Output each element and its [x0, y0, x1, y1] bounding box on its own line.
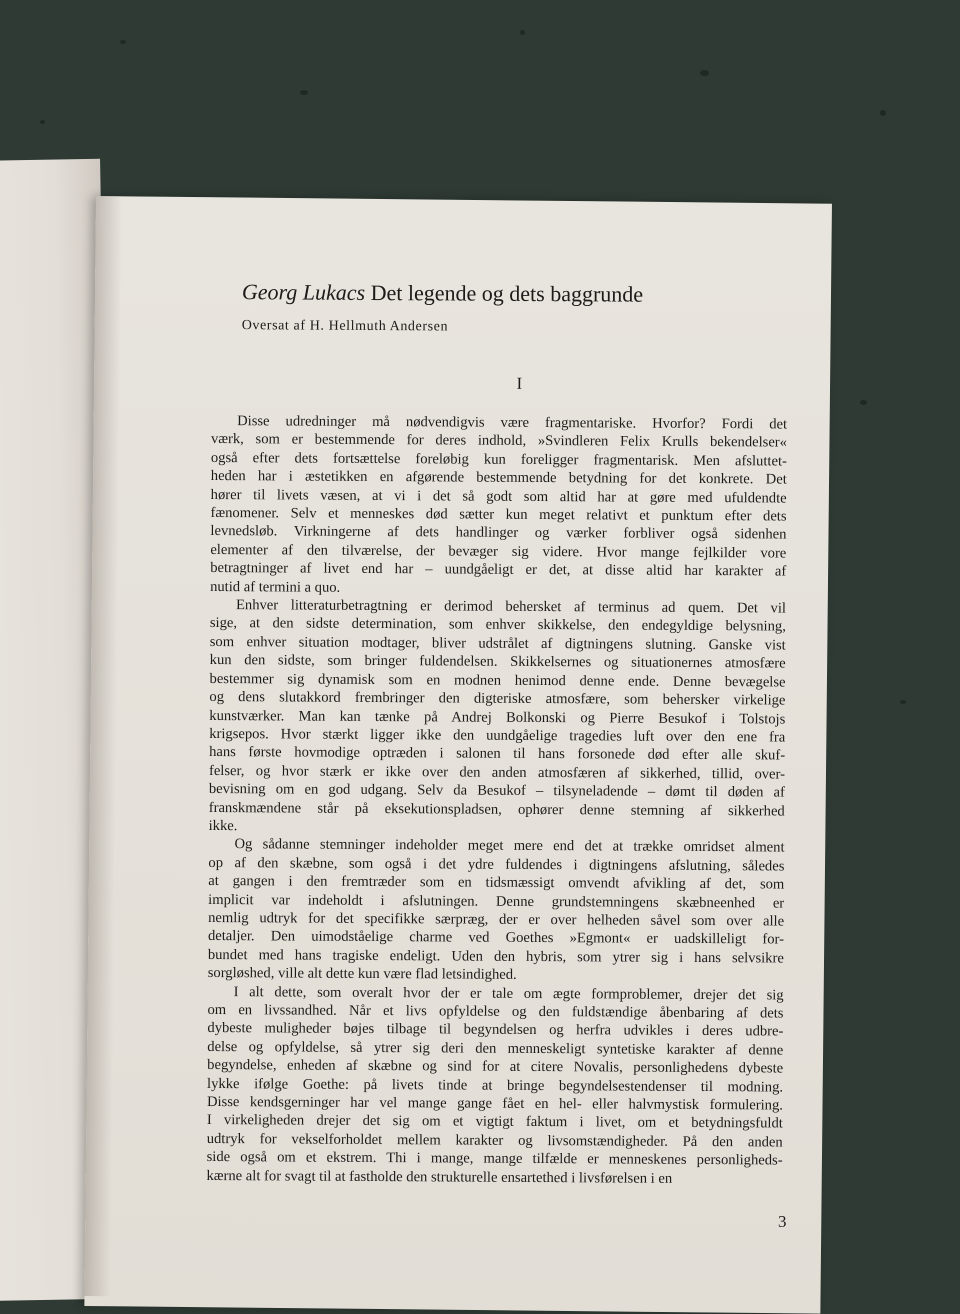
paragraph: [208, 835, 785, 986]
text-line: udtryk for vekselforholdet mellem karakter og livsomstændigheder. På den anden: [206, 1130, 783, 1151]
text-line: kunstværker. Man kan tænke på Andrej Bolkonski og Pierre Besukof i Tolstojs: [209, 707, 786, 728]
article-author: Georg Lukacs: [241, 279, 366, 305]
text-line: og dens slutakkord frembringer den digteriske atmosfære, som behersker virkelige: [209, 689, 786, 709]
text-line: delse og opfyldelse, så ytrer sig deri den menneskeligt syntetiske karakter af denne: [207, 1038, 784, 1059]
text-line: I virkeligheden drejer det sig om et vigtigt faktum i livet, om et betydningsfuldt: [206, 1112, 783, 1132]
text-line: betragtninger af livet end har – uundgåeligt er det, at disse altid har karakter af: [210, 560, 787, 580]
text-line: hans første hovmodige optræden i salonen til hans forsonede død efter alle skuf-: [209, 744, 786, 764]
page-number: 3: [778, 1212, 787, 1231]
text-line: kærne alt for svagt til at fastholde den strukturelle ensartethed i livsførelsen i en: [206, 1167, 673, 1187]
text-line: implicit var indeholdt i afslutningen. Denne grundstemningens skæbneenhed er: [208, 891, 785, 912]
paragraph: [210, 412, 787, 600]
text-line: nemlig udtryk for det specifikke særpræg, der er over helheden såvel som over alle: [208, 909, 785, 930]
text-line: værk, som er bestemmende for deres indhold, »Svindleren Felix Krulls bekendelser«: [210, 431, 788, 451]
text-line: om en livssandhed. Når et livs opfyldelse og den fuldstændige åbenbaring af dets: [207, 1001, 784, 1022]
text-line: side også om et ekstrem. Thi i mange, mange tilfælde er menneskenes personligheds-: [206, 1149, 783, 1169]
article-body: [206, 412, 787, 1189]
text-line: franskmændene står på eksekutionspladsen, ophører denne stemning af sikkerhed: [208, 799, 785, 820]
text-line: heden har i æstetikken en afgørende bestemmende betydning for det konkrete. Det: [210, 468, 787, 488]
text-line: sorgløshed, ville alt dette kun være flad letsindighed.: [207, 965, 517, 984]
article-title: Det legende og dets baggrunde: [370, 279, 644, 307]
text-line: bundet med hans tragiske endeligt. Uden den hybris, som ytrer sig i hans selvsikre: [207, 946, 784, 967]
text-line: sige, at den sidste determination, som enhver skikkelse, den endegyldige belysning,: [209, 615, 786, 635]
text-line: I alt dette, som overalt hvor der er tale om ægte formproblemer, drejer det sig: [233, 983, 784, 1004]
section-number: I: [516, 373, 523, 393]
text-line: begyndelse, enheden af skæbne og sind for at citere Novalis, personlighedens dybeste: [207, 1057, 784, 1077]
text-line: krigsepos. Hvor stærkt ligger ikke den uundgåelige tragedies luft over den ene fra: [209, 725, 786, 746]
article-heading: [242, 278, 788, 309]
text-line: dybeste muligheder bøjes tilbage til begyndelsen og herfra udvikles i deres udbre-: [207, 1020, 784, 1040]
text-line: elementer af den tilværelse, der bevæger sig videre. Hvor mange fejlkilder vore: [210, 541, 787, 562]
text-line: Disse kendsgerninger har vel mange gange fået en hel- eller halvmystisk formulering.: [206, 1094, 784, 1114]
text-line: detaljer. Den uimodståelige charme ved Goethes »Egmont« er uadskilleligt for-: [207, 928, 785, 948]
text-line: at gangen i den fremtræder som en tidsmæssigt omvendt afvikling af det, som: [208, 873, 785, 893]
text-line: bestemmer sig dynamisk som en modnen henimod denne ende. Denne bevægelse: [209, 670, 786, 691]
text-line: hører til livets væsen, at vi i det så godt som altid har at gøre med ufuldendte: [210, 486, 787, 507]
text-line: som enhver situation modtager, bliver udstrålet af digtningens slutning. Ganske vist: [209, 633, 786, 654]
text-line: Og sådanne stemninger indeholder meget mere end det at trække omridset alment: [234, 836, 785, 856]
paragraph: [209, 596, 786, 839]
text-line: også efter dets fortsættelse foreløbig kun foreligger fragmentarisk. Men afsluttet-: [210, 449, 787, 470]
text-line: felser, og hvor stærk er ikke over den anden atmosfæren af sikkerhed, tillid, over-: [208, 762, 786, 783]
text-line: fænomener. Selv et menneskes død sætter kun meget relativt et punktum efter dets: [210, 505, 787, 525]
text-line: kun den sidste, som bringer fuldendelsen. Skikkelsernes og situationernes atmosfære: [209, 652, 786, 672]
article-content: [206, 278, 788, 1189]
text-line: levnedsløb. Virkningerne af dets handlinger og værker forbliver også sidenhen: [210, 523, 787, 543]
paragraph: [206, 983, 783, 1189]
text-line: ikke.: [208, 817, 238, 835]
text-line: bevisning om en god udgang. Selv da Besukof – tilsyneladende – dømt til døden af: [208, 781, 785, 801]
text-line: Disse udredninger må nødvendigvis være fragmentariske. Hvorfor? Fordi det: [237, 413, 788, 433]
text-line: nutid af termini a quo.: [210, 578, 341, 596]
text-line: Enhver litteraturbetragtning er derimod behersket af terminus ad quem. Det vil: [235, 597, 787, 617]
translator-line: Oversat af H. Hellmuth Andersen: [241, 318, 449, 335]
text-line: op af den skæbne, som også i det ydre fuldendes i digtningens afslutning, således: [208, 854, 785, 875]
text-line: lykke ifølge Goethe: på livets tinde at bringe begyndelsestendenser til modning.: [207, 1075, 784, 1096]
